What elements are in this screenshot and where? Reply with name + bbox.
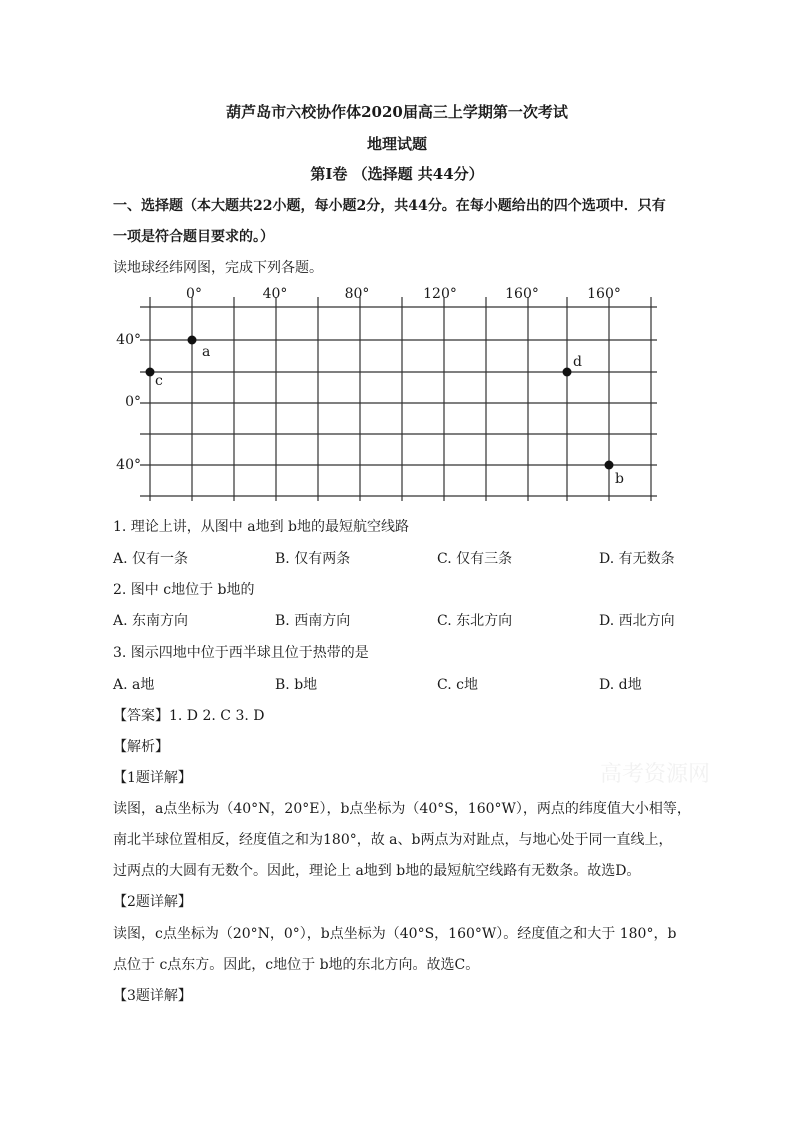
answer-line: 【答案】1. D 2. C 3. D [113,708,265,724]
latitude-label: 40° [116,457,141,473]
longitude-label: 40° [262,286,288,302]
q3-option-d: D. d地 [599,677,642,693]
analysis-label: 【解析】 [113,739,169,755]
point-label-a: a [202,344,211,360]
point-a [188,336,197,345]
point-label-b: b [615,471,624,487]
longitude-label: 160° [587,286,621,302]
q1-detail-line: 南北半球位置相反，经度值之和为180°，故 a、b两点为对趾点，与地心处于同一直线上， [113,832,673,848]
q2-option-b: B. 西南方向 [275,613,351,629]
section-heading-line1: 一、选择题（本大题共22小题，每小题2分，共44分。在每小题给出的四个选项中．只有 [113,198,666,214]
latitude-label: 0° [125,394,141,410]
point-d [563,368,572,377]
q2-option-a: A. 东南方向 [113,613,189,629]
grid-svg [112,283,660,505]
question-2-stem: 2. 图中 c地位于 b地的 [113,582,255,598]
q1-option-a: A. 仅有一条 [113,551,189,567]
q2-detail-label: 【2题详解】 [113,894,192,910]
q3-option-a: A. a地 [113,677,155,693]
q1-option-d: D. 有无数条 [599,551,675,567]
point-label-c: c [155,373,163,389]
q1-option-c: C. 仅有三条 [437,551,513,567]
volume-heading: 第Ⅰ卷 （选择题 共44分） [310,165,484,183]
exam-subject: 地理试题 [366,135,427,153]
q1-detail-label: 【1题详解】 [113,770,192,786]
longitude-label: 160° [505,286,539,302]
latitude-label: 40° [116,332,141,348]
q1-detail-line: 读图，a点坐标为（40°N，20°E），b点坐标为（40°S，160°W），两点的纬度值大小相等， [113,801,691,817]
lat-long-grid-figure [112,283,660,505]
section-intro: 读地球经纬网图，完成下列各题。 [113,260,323,276]
question-3-stem: 3. 图示四地中位于西半球且位于热带的是 [113,645,369,661]
section-heading-line2: 一项是符合题目要求的。） [113,229,274,245]
q1-option-b: B. 仅有两条 [275,551,351,567]
watermark: 高考资源网 [600,762,711,787]
q1-detail-line: 过两点的大圆有无数个。因此，理论上 a地到 b地的最短航空线路有无数条。故选D。 [113,863,641,879]
q2-option-d: D. 西北方向 [599,613,675,629]
q3-detail-label: 【3题详解】 [113,988,192,1004]
q3-option-b: B. b地 [275,677,318,693]
longitude-label: 80° [344,286,370,302]
exam-title: 葫芦岛市六校协作体2020届高三上学期第一次考试 [226,103,568,121]
q2-detail-line: 点位于 c点东方。因此，c地位于 b地的东北方向。故选C。 [113,957,480,973]
point-b [605,461,614,470]
question-1-stem: 1. 理论上讲，从图中 a地到 b地的最短航空线路 [113,519,410,535]
q3-option-c: C. c地 [437,677,478,693]
point-label-d: d [573,354,582,370]
q2-option-c: C. 东北方向 [437,613,513,629]
point-c [146,368,155,377]
longitude-label: 0° [186,286,202,302]
q2-detail-line: 读图，c点坐标为（20°N，0°），b点坐标为（40°S，160°W）。经度值之和大于 180°，b [113,926,677,942]
longitude-label: 120° [423,286,457,302]
